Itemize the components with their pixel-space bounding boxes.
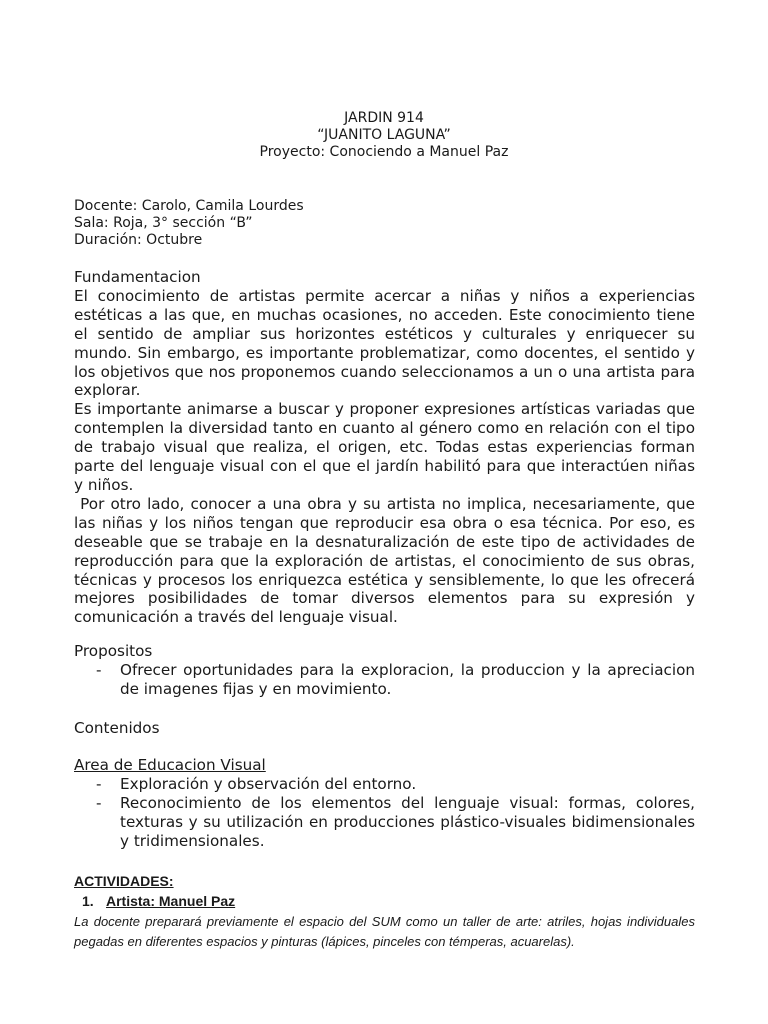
dash-bullet: - bbox=[96, 793, 102, 812]
area-list bbox=[74, 775, 695, 851]
school-name: JARDIN 914 bbox=[344, 110, 424, 126]
project-meta bbox=[74, 198, 695, 249]
teacher-line: Docente: Carolo, Camila Lourdes bbox=[74, 198, 304, 214]
propositos-section bbox=[74, 642, 695, 699]
propositos-title: Propositos bbox=[74, 642, 153, 660]
contenidos-section bbox=[74, 719, 695, 738]
list-item-text: Exploración y observación del entorno. bbox=[120, 774, 417, 793]
duration-line: Duración: Octubre bbox=[74, 232, 203, 248]
activity-title: Artista: Manuel Paz bbox=[106, 893, 236, 909]
list-item bbox=[74, 661, 695, 699]
list-item-text: Ofrecer oportunidades para la exploracion, la produccion y la apreciacion de imagenes fijas y en movimiento. bbox=[120, 660, 695, 698]
fundamentacion-paragraph-1: El conocimiento de artistas permite acercar a niñas y niños a experiencias estéticas a las que, en muchas ocasiones, no acceden. Este conocimiento tiene el sentido de ampliar sus horizontes estéticos y culturales y enriquecer su mundo. Sin embargo, es importante problematizar, como docentes, el sentido y los objetivos que nos proponemos cuando seleccionamos a un o una artista para explorar. bbox=[74, 286, 695, 400]
document-header bbox=[0, 110, 768, 161]
activity-number: 1. bbox=[82, 893, 94, 909]
actividades-title: ACTIVIDADES: bbox=[74, 873, 174, 889]
dash-bullet: - bbox=[96, 774, 102, 793]
area-title: Area de Educacion Visual bbox=[74, 756, 266, 774]
activity-item bbox=[74, 892, 695, 910]
actividades-section bbox=[74, 872, 695, 952]
list-item bbox=[74, 794, 695, 851]
activity-description: La docente preparará previamente el espacio del SUM como un taller de arte: atriles, hojas individuales pegadas en diferentes espacios y pinturas (lápices, pinceles con témperas, acuarelas). bbox=[74, 914, 695, 949]
list-item-text: Reconocimiento de los elementos del lenguaje visual: formas, colores, texturas y su utilización en producciones plástico-visuales bidimensionales y tridimensionales. bbox=[120, 793, 695, 850]
contenidos-title: Contenidos bbox=[74, 719, 160, 737]
propositos-list bbox=[74, 661, 695, 699]
area-section bbox=[74, 756, 695, 851]
list-item bbox=[74, 775, 695, 794]
school-nickname: “JUANITO LAGUNA” bbox=[317, 127, 451, 143]
project-title: Proyecto: Conociendo a Manuel Paz bbox=[259, 144, 509, 160]
dash-bullet: - bbox=[96, 660, 102, 679]
fundamentacion-title: Fundamentacion bbox=[74, 268, 201, 286]
fundamentacion-paragraph-3: Por otro lado, conocer a una obra y su artista no implica, necesariamente, que las niñas y los niños tengan que reproducir esa obra o esa técnica. Por eso, es deseable que se trabaje en la desnaturalización de este tipo de actividades de reproducción para que la exploración de artistas, el conocimiento de sus obras, técnicas y procesos los enriquezca estética y sensiblemente, lo que les ofrecerá mejores posibilidades de tomar diversos elementos para su expresión y comunicación a través del lenguaje visual. bbox=[74, 494, 700, 627]
room-line: Sala: Roja, 3° sección “B” bbox=[74, 215, 253, 231]
fundamentacion-section bbox=[74, 268, 700, 627]
fundamentacion-paragraph-2: Es importante animarse a buscar y proponer expresiones artísticas variadas que contemplen la diversidad tanto en cuanto al género como en relación con el tipo de trabajo visual que realiza, el origen, etc. Todas estas experiencias forman parte del lenguaje visual con el que el jardín habilitó para que interactúen niñas y niños. bbox=[74, 400, 695, 494]
